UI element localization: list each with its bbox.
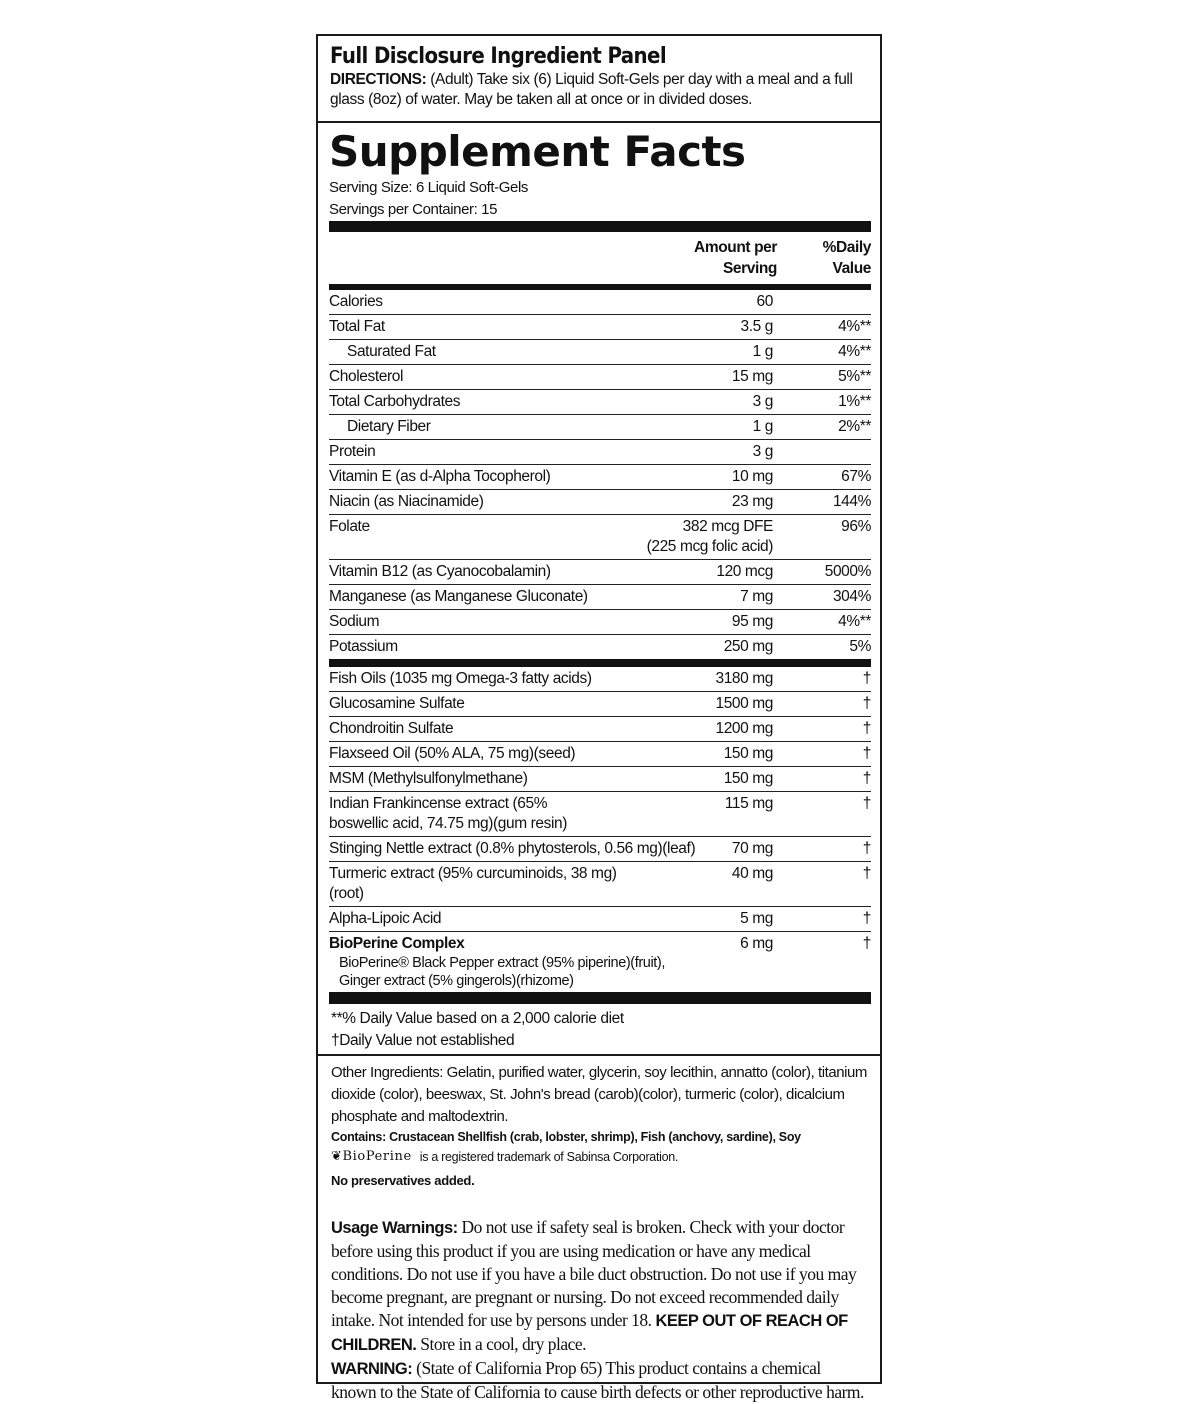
- usage-warnings-text: Do not use if safety seal is broken. Check with your doctor before using this product if you are using medication or have any medical conditions. Do not use if you have a bile duct obstruction. Do not use if you may become pregnant, are pregnant or nursing. Do not exceed recommended daily intake. Not intended for use by persons under 18.: [331, 1217, 857, 1330]
- other-ingredients: Other Ingredients: Gelatin, purified water, glycerin, soy lecithin, annatto (color), titanium dioxide (color), beeswax, St. John's bread (carob)(color), turmeric (color), dicalcium phosphate and maltodextrin.: [331, 1064, 867, 1125]
- header-amount-line1: Amount per: [694, 239, 777, 256]
- header-daily-value: [777, 237, 871, 279]
- thick-divider: [329, 659, 871, 667]
- no-preservatives: No preservatives added.: [331, 1173, 475, 1188]
- nutrient-row: Vitamin B12 (as Cyanocobalamin) 120 mcg 5000%: [329, 560, 871, 585]
- nutrient-row: Protein 3 g: [329, 440, 871, 465]
- directions-label: DIRECTIONS:: [330, 71, 427, 88]
- facts-header: [329, 232, 871, 290]
- disclosure-section: [318, 36, 880, 123]
- nutrient-row: Saturated Fat 1 g 4%**: [329, 340, 871, 365]
- ingredient-row: Turmeric extract (95% curcuminoids, 38 mg)(root) 40 mg †: [329, 862, 871, 907]
- ingredient-row: MSM (Methylsulfonylmethane) 150 mg †: [329, 767, 871, 792]
- trademark-text: is a registered trademark of Sabinsa Corporation.: [419, 1150, 679, 1164]
- ingredient-row: Stinging Nettle extract (0.8% phytosterols, 0.56 mg)(leaf) 70 mg †: [329, 837, 871, 862]
- nutrient-row: Dietary Fiber 1 g 2%**: [329, 415, 871, 440]
- nutrient-row: Total Carbohydrates 3 g 1%**: [329, 390, 871, 415]
- nutrient-row: Manganese (as Manganese Gluconate) 7 mg 304%: [329, 585, 871, 610]
- directions-text: (Adult) Take six (6) Liquid Soft-Gels per day with a meal and a full glass (8oz) of water. May be taken all at once or in divided doses.: [330, 71, 853, 108]
- nutrient-row: Potassium 250 mg 5%: [329, 638, 871, 655]
- allergen-contains: Contains: Crustacean Shellfish (crab, lobster, shrimp), Fish (anchovy, sardine), Soy: [331, 1130, 801, 1144]
- directions: [330, 70, 868, 110]
- header-dv-line1: %Daily: [822, 239, 871, 256]
- footnotes: [329, 1004, 871, 1054]
- supplement-facts: [318, 127, 880, 1054]
- supplement-label-panel: [316, 34, 882, 1402]
- bioperine-sub-1: BioPerine® Black Pepper extract (95% piperine)(fruit),: [339, 955, 665, 971]
- footnote-not-established: †Daily Value not established: [331, 1032, 515, 1049]
- supplement-facts-title: Supplement Facts: [329, 127, 746, 176]
- keep-out-of-reach: KEEP OUT OF REACH OF CHILDREN.: [331, 1312, 848, 1354]
- nutrient-row: Vitamin E (as d-Alpha Tocopherol) 10 mg 67%: [329, 465, 871, 490]
- ingredient-row: Chondroitin Sulfate 1200 mg †: [329, 717, 871, 742]
- warning-label: WARNING:: [331, 1360, 413, 1378]
- ingredient-row: Indian Frankincense extract (65% boswellic acid, 74.75 mg)(gum resin) 115 mg †: [329, 792, 871, 837]
- nutrient-row: Sodium 95 mg 4%**: [329, 610, 871, 635]
- bioperine-sub-2: Ginger extract (5% gingerols)(rhizome): [339, 973, 574, 989]
- footnote-daily-value: **% Daily Value based on a 2,000 calorie diet: [331, 1010, 624, 1027]
- serving-size: Serving Size: 6 Liquid Soft-Gels: [329, 179, 528, 196]
- ingredient-row-bioperine: BioPerine Complex 6 mg † BioPerine® Black Pepper extract (95% piperine)(fruit), Ginger extract (5% gingerols)(rhizome): [329, 935, 871, 989]
- thick-divider: [329, 992, 871, 1004]
- header-amount: [677, 237, 777, 279]
- nutrient-row: Calories 60: [329, 290, 871, 315]
- nutrient-row: Folate 382 mcg DFE (225 mcg folic acid) 96%: [329, 515, 871, 560]
- nutrient-list: [329, 290, 871, 659]
- thick-divider: [329, 221, 871, 232]
- storage-text: Store in a cool, dry place.: [420, 1334, 587, 1354]
- usage-warnings: [331, 1216, 868, 1404]
- usage-warnings-label: Usage Warnings:: [331, 1219, 458, 1237]
- prop65-warning-text: (State of California Prop 65) This product contains a chemical known to the State of California to cause birth defects or other reproductive harm.: [331, 1358, 864, 1402]
- leaf-icon: ❦: [331, 1149, 343, 1164]
- bioperine-trademark: [331, 1146, 868, 1168]
- ingredient-row: Alpha-Lipoic Acid 5 mg †: [329, 907, 871, 932]
- other-ingredient-list: [329, 667, 871, 992]
- header-amount-line2: Serving: [722, 260, 777, 277]
- nutrient-row: Niacin (as Niacinamide) 23 mg 144%: [329, 490, 871, 515]
- other-ingredients-section: [318, 1054, 880, 1404]
- nutrient-row: Cholesterol 15 mg 5%**: [329, 365, 871, 390]
- ingredient-row: Fish Oils (1035 mg Omega-3 fatty acids) 3180 mg †: [329, 667, 871, 692]
- header-dv-line2: Value: [832, 260, 871, 277]
- ingredient-row: Glucosamine Sulfate 1500 mg †: [329, 692, 871, 717]
- disclosure-title: Full Disclosure Ingredient Panel: [330, 44, 667, 69]
- servings-per-container: Servings per Container: 15: [329, 201, 498, 218]
- bioperine-logo: ❦BioPerine: [331, 1149, 412, 1164]
- ingredient-row: Flaxseed Oil (50% ALA, 75 mg)(seed) 150 mg †: [329, 742, 871, 767]
- nutrient-row: Total Fat 3.5 g 4%**: [329, 315, 871, 340]
